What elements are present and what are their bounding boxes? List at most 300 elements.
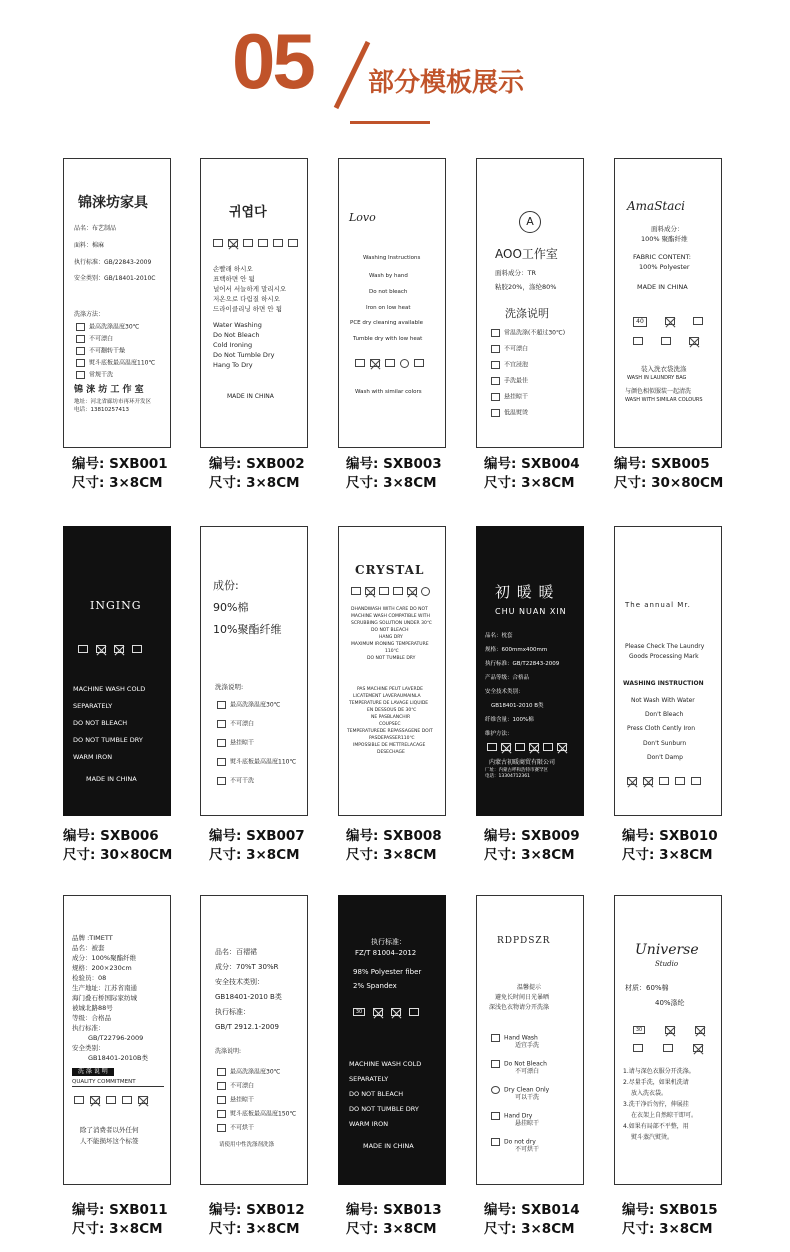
label-card-sxb007[interactable] [200, 526, 308, 816]
label-line: Don't Sunburn [643, 740, 687, 747]
label-brand: 初 暖 暖 [495, 583, 555, 601]
label-line: 2% Spandex [353, 982, 397, 990]
care-row: 常温洗涤(不超过30℃) [491, 329, 565, 337]
label-line: Wash with similar colors [355, 389, 422, 395]
origin: MADE IN CHINA [363, 1142, 414, 1150]
label-brand: INGING [90, 599, 142, 612]
hand-wash-icon [491, 377, 500, 385]
no-bleach-icon [217, 1082, 226, 1090]
hang-icon [273, 239, 283, 247]
label-line: NE PASBLANCHIR [371, 715, 411, 720]
umbrella-icon [691, 777, 701, 785]
label-line: TEMPERATUREDE REPASSAGENE DOIT [347, 729, 433, 734]
label-line: 저온으로 다림질 하시오 [213, 295, 280, 303]
label-line: Please Check The Laundry [625, 643, 705, 650]
iron-icon [132, 645, 142, 653]
label-card-sxb012[interactable] [200, 895, 308, 1185]
label-size: 尺寸: 30×80CM [614, 475, 724, 491]
care-row: 悬挂晾干 [515, 1120, 540, 1127]
iron-icon [76, 359, 85, 367]
care-icons-row1 [633, 1026, 705, 1034]
label-card-sxb014[interactable] [476, 895, 584, 1185]
hang-icon [515, 743, 525, 751]
label-line: IMPOSSIBLE DE METTRELACAGE [353, 743, 426, 748]
no-bleach-icon [501, 743, 511, 751]
label-size: 尺寸: 3×8CM [346, 847, 437, 863]
label-line: 드라이클리닝 하면 안 됨 [213, 305, 282, 313]
care-row: 熨斗底板最高温度110℃ [76, 359, 155, 367]
label-code: 编号: SXB006 [63, 828, 159, 844]
care-icons [74, 1096, 148, 1104]
label-line: DO NOT TUMBLE DRY [73, 736, 143, 744]
sun-icon [675, 777, 685, 785]
label-line: COUPSEC [379, 722, 401, 727]
wash-icon [355, 359, 365, 367]
label-code: 编号: SXB015 [622, 1202, 718, 1218]
no-tumble-icon [114, 645, 124, 653]
footer-line: 电话：13810257413 [74, 407, 129, 413]
label-line: 纤维含量：100%棉 [485, 717, 534, 723]
label-line: 品名：布艺制品 [74, 225, 117, 232]
origin: MADE IN CHINA [227, 393, 274, 400]
label-line: 避免长时间日光暴晒 [495, 994, 550, 1001]
hang-dry-icon [217, 1096, 226, 1104]
label-line: 成分：100%聚酯纤维 [72, 954, 137, 962]
label-brand: Universe [635, 942, 699, 958]
label-line: 等级：合格品 [72, 1014, 111, 1022]
footer-line: 除了消费者以外任何 [80, 1126, 139, 1134]
iron-icon [409, 1008, 419, 1016]
dry-clean-icon [421, 587, 430, 596]
company-address: 厂址：内蒙古呼和浩特市赛罕区 [485, 768, 548, 773]
wash-30-icon [217, 701, 226, 709]
no-bleach-icon [643, 777, 653, 785]
label-line: GB/T 2912.1-2009 [215, 1023, 279, 1031]
label-card-sxb011[interactable] [63, 895, 171, 1185]
label-line: 面料成分： [651, 225, 684, 233]
label-card-sxb005[interactable] [614, 158, 722, 448]
label-line: GB18401-2010 B类 [491, 703, 544, 709]
hang-icon [106, 1096, 116, 1104]
iron-icon [663, 1044, 673, 1052]
label-line: 面料成分：TR [495, 269, 536, 277]
care-icons-row1 [633, 317, 703, 327]
label-size: 尺寸: 3×8CM [346, 1221, 437, 1237]
care-line: Water Washing [213, 321, 262, 329]
label-line: Wash by hand [369, 273, 408, 279]
no-tumble-icon [491, 1138, 500, 1146]
iron-icon [385, 359, 395, 367]
label-line: Press Cloth Cently Iron [627, 725, 696, 732]
care-line: 1.请与深色衣服分开洗涤。 [623, 1068, 695, 1075]
iron-icon [217, 1110, 226, 1118]
label-line: 98% Polyester fiber [353, 968, 422, 976]
section-header [0, 0, 790, 130]
caption-sxb015 [622, 1201, 762, 1239]
care-line: 在衣架上自然晾干即可。 [631, 1112, 698, 1119]
wash-icon [487, 743, 497, 751]
no-dry-clean-icon [138, 1096, 148, 1104]
care-icons [355, 359, 424, 368]
care-title: 洗 涤 说 明 [72, 1068, 114, 1076]
label-code: 编号: SXB013 [346, 1202, 442, 1218]
label-size: 尺寸: 3×8CM [484, 1221, 575, 1237]
label-line: 10%聚酯纤维 [213, 623, 282, 636]
care-row: Dry Clean Only [491, 1086, 549, 1094]
care-line: DO NOT BLEACH [349, 1090, 404, 1098]
label-card-sxb001[interactable] [63, 158, 171, 448]
label-line: 成份: [213, 579, 239, 592]
label-brand: 锦涞坊家具 [78, 195, 148, 211]
label-line: WARM IRON [73, 753, 113, 761]
caption-sxb012 [209, 1201, 349, 1239]
label-code: 编号: SXB010 [622, 828, 718, 844]
label-line: 面料：棉麻 [74, 242, 105, 249]
hang-icon [379, 587, 389, 595]
label-line: 规格：200×230cm [72, 964, 132, 972]
company-phone: 电话：13304712361 [485, 774, 530, 779]
label-size: 尺寸: 3×8CM [209, 847, 300, 863]
label-line: MACHINE WASH COLD [73, 685, 146, 693]
label-line: DO NOT BLEACH [371, 628, 409, 633]
care-row: 不可漂白 [491, 345, 528, 353]
hang-dry-icon [217, 739, 226, 747]
label-line: Goods Processing Mark [629, 653, 699, 660]
no-tumble-icon [391, 1008, 401, 1016]
care-row: 不可漂白 [217, 720, 254, 728]
section-title: 部分模板展示 [368, 68, 525, 98]
label-line: 检验员：08 [72, 974, 107, 982]
label-line: 执行标准：GB/22843-2009 [74, 259, 152, 266]
label-line: Not Wash With Water [631, 697, 695, 704]
care-title: 洗涤说明 [505, 307, 549, 320]
tumble-icon [414, 359, 424, 367]
no-bleach-icon [665, 1026, 675, 1034]
label-line: 规格：600mmx400mm [485, 647, 548, 653]
care-icons [213, 239, 298, 247]
care-row: 最高洗涤温度30℃ [217, 1068, 280, 1076]
label-line: 执行标准：GB/T22843-2009 [485, 661, 560, 667]
tumble-icon [258, 239, 268, 247]
label-line: 손빨래 하시오 [213, 265, 253, 273]
iron-low-icon [491, 409, 500, 417]
label-line: 维护方法： [485, 731, 513, 737]
label-code: 编号: SXB008 [346, 828, 442, 844]
label-line: WASH IN LAUNDRY BAG [627, 375, 687, 381]
no-wash-icon [627, 777, 637, 785]
label-card-sxb002[interactable] [200, 158, 308, 448]
label-line: 安全技术类别： [215, 978, 264, 986]
label-size: 尺寸: 3×8CM [209, 1221, 300, 1237]
no-tumble-icon [217, 1124, 226, 1132]
label-subtitle: Studio [655, 960, 679, 968]
wash-30-icon [76, 323, 85, 331]
care-row: 不可烘干 [515, 1146, 540, 1153]
wash-icon [74, 1096, 84, 1104]
care-row: 可以干洗 [515, 1094, 540, 1101]
care-icons [351, 587, 430, 596]
wash-icon [491, 329, 500, 337]
care-line: SEPARATELY [349, 1075, 389, 1083]
caption-sxb008 [346, 827, 486, 865]
no-bleach-icon [665, 317, 675, 325]
label-line: 品名：被套 [72, 944, 105, 952]
label-card-sxb004[interactable] [476, 158, 584, 448]
caption-sxb005 [614, 455, 754, 493]
care-row: 最高洗涤温度30℃ [76, 323, 139, 331]
care-line: Hang To Dry [213, 361, 253, 369]
caption-sxb003 [346, 455, 486, 493]
footer-title: 锦 涞 坊 工 作 室 [74, 385, 144, 395]
iron-icon [661, 337, 671, 345]
label-line: Don't Bleach [645, 711, 684, 718]
no-bleach-icon [491, 1060, 500, 1068]
label-line: DO NOT BLEACH [73, 719, 128, 727]
footer-line: 地址：河北省廊坊市再环开发区 [74, 399, 152, 405]
no-soak-icon [491, 361, 500, 369]
label-line: GB/T22796-2009 [88, 1034, 144, 1042]
caption-sxb001 [72, 455, 212, 493]
care-icons [487, 743, 567, 751]
label-brand: CRYSTAL [355, 563, 425, 577]
label-size: 尺寸: 30×80CM [63, 847, 173, 863]
label-line: 널어서 서늘하게 말리시오 [213, 285, 287, 293]
no-tumble-icon [529, 743, 539, 751]
no-dry-clean-icon [217, 777, 226, 785]
label-line: 深浅色衣物请分开洗涤 [489, 1004, 550, 1011]
wash-icon [351, 587, 361, 595]
iron-icon [122, 1096, 132, 1104]
section-number: 05 [232, 17, 313, 105]
label-line: FABRIC CONTENT: [633, 253, 691, 261]
footer-line: 人不能损坏这个标签 [80, 1137, 139, 1145]
label-card-sxb003[interactable] [338, 158, 446, 448]
dry-clean-icon [491, 1086, 500, 1094]
care-row: Hand Dry [491, 1112, 532, 1120]
label-size: 尺寸: 3×8CM [346, 475, 437, 491]
care-line: MACHINE WASH COLD [349, 1060, 422, 1068]
label-line: PAS MACHINE PEUT LAVERDE [357, 687, 423, 692]
wash-30-icon: 30 [633, 1026, 645, 1034]
label-line: EN DESSOUS DE 30℃ [367, 708, 417, 713]
care-row: 熨斗底板最高温度110℃ [217, 758, 296, 766]
care-row: 不可漂白 [217, 1082, 254, 1090]
footer-note: 请使用中性洗涤剂洗涤 [219, 1142, 275, 1148]
label-line: 执行标准： [215, 1008, 250, 1016]
label-line: SCRUBBING SOLUTION UNDER 30℃ [351, 621, 432, 626]
shirt-icon [491, 1112, 500, 1120]
no-dry-clean-icon [693, 1044, 703, 1052]
caption-sxb013 [346, 1201, 486, 1239]
care-row: Do not dry [491, 1138, 536, 1146]
hang-dry-icon [693, 317, 703, 325]
label-line: 粘胶20%，涤纶80% [495, 283, 557, 291]
caption-sxb011 [72, 1201, 212, 1239]
hand-wash-icon [491, 1034, 500, 1042]
no-bleach-icon [491, 345, 500, 353]
care-row: 不可翻转干燥 [76, 347, 125, 355]
care-row: 常规干洗 [76, 371, 113, 379]
label-line: DESECHAGE [377, 750, 405, 755]
label-line: Do not bleach [369, 289, 408, 295]
no-bleach-icon [228, 239, 238, 247]
care-row: 不可漂白 [515, 1068, 540, 1075]
care-line: DO NOT TUMBLE DRY [349, 1105, 419, 1113]
care-line: Do Not Tumble Dry [213, 351, 275, 359]
care-row: 不可烘干 [217, 1124, 254, 1132]
caption-sxb014 [484, 1201, 624, 1239]
care-row: Hand Wash [491, 1034, 538, 1042]
no-tumble-icon [695, 1026, 705, 1034]
hang-dry-icon [633, 1044, 643, 1052]
label-card-sxb008[interactable] [338, 526, 446, 816]
origin: MADE IN CHINA [86, 775, 137, 783]
care-row: 不可干洗 [217, 777, 254, 785]
label-line: 安全技术类别： [485, 689, 524, 695]
care-icons [353, 1008, 419, 1016]
no-bleach-icon [365, 587, 375, 595]
care-row: 最高洗涤温度30℃ [217, 701, 280, 709]
label-code: 编号: SXB002 [209, 456, 305, 472]
no-bleach-icon [373, 1008, 383, 1016]
label-line: WASHING INSTRUCTION [623, 680, 704, 687]
label-code: 编号: SXB012 [209, 1202, 305, 1218]
care-line: 3.洗干净后勿拧，伸展挂 [623, 1101, 689, 1108]
label-line: 40%涤纶 [655, 999, 685, 1007]
care-line: 2.尽量手洗，如果机洗请 [623, 1079, 689, 1086]
care-row: 悬挂晾干 [491, 393, 528, 401]
label-line: 品名：枕套 [485, 633, 513, 639]
label-line: 生产地址：江苏省南通 [72, 984, 137, 992]
iron-icon [243, 239, 253, 247]
label-line: 海门叠石桥国际家纺城 [72, 994, 137, 1002]
care-row: 悬挂晾干 [217, 739, 254, 747]
label-brand: AmaStaci [627, 199, 685, 213]
label-code: 编号: SXB003 [346, 456, 442, 472]
dry-clean-icon [400, 359, 409, 368]
label-line: Iron on low heat [366, 305, 411, 311]
caption-sxb010 [622, 827, 762, 865]
label-code: 编号: SXB004 [484, 456, 580, 472]
label-code: 编号: SXB007 [209, 828, 305, 844]
label-card-sxb010[interactable] [614, 526, 722, 816]
label-line: DHANDWASH WITH CARE DO NOT [351, 607, 428, 612]
no-bleach-icon [96, 645, 106, 653]
no-dry-clean-icon [689, 337, 699, 345]
label-brand: The annual Mr. [625, 601, 691, 609]
label-line: 品牌 :TIMETT [72, 934, 113, 942]
wash-30-icon: 30 [353, 1008, 365, 1016]
care-row: 适宜手洗 [515, 1042, 540, 1049]
no-dry-clean-icon [557, 743, 567, 751]
label-line: GB18401-2010 B类 [215, 993, 282, 1001]
label-code: 编号: SXB009 [484, 828, 580, 844]
care-line: 4.如果有局部不平整，用 [623, 1123, 689, 1130]
no-tumble-icon [407, 587, 417, 595]
label-card-sxb006[interactable] [63, 526, 171, 816]
label-line: 产品等级：合格品 [485, 675, 530, 681]
care-line: 熨斗蒸汽熨烫。 [631, 1134, 674, 1141]
label-line: 品名：百褶裙 [215, 948, 257, 956]
label-line: GB18401-2010B类 [88, 1054, 149, 1062]
care-line: Do Not Bleach [213, 331, 260, 339]
label-size: 尺寸: 3×8CM [484, 475, 575, 491]
label-size: 尺寸: 3×8CM [622, 847, 713, 863]
wash-30-icon [217, 1068, 226, 1076]
dry-clean-icon [76, 371, 85, 379]
caption-sxb004 [484, 455, 624, 493]
wash-icon [213, 239, 223, 247]
label-line: 安全类别： [72, 1044, 105, 1052]
label-line: PASDEPASSER110℃ [369, 736, 415, 741]
label-line: LICATEMENT LAVERAUMAINLA [353, 694, 421, 699]
label-line: 温馨提示 [517, 984, 542, 991]
no-bleach-icon [217, 720, 226, 728]
label-line: WASH WITH SIMILAR COLOURS [625, 397, 703, 403]
no-bleach-icon [90, 1096, 100, 1104]
label-line: 安全类别：GB/18401-2010C [74, 275, 156, 282]
care-row: 手洗最佳 [491, 377, 528, 385]
label-card-sxb009[interactable] [476, 526, 584, 816]
label-line: 材质：60%棉 [625, 984, 669, 992]
iron-icon [659, 777, 669, 785]
care-line: Cold Ironing [213, 341, 253, 349]
label-line: 与颜色相似服装一起清洗 [625, 388, 692, 395]
label-line: 被城北路88号 [72, 1004, 113, 1012]
label-code: 编号: SXB014 [484, 1202, 580, 1218]
caption-sxb007 [209, 827, 349, 865]
care-title: 洗涤说明: [215, 1048, 242, 1055]
label-size: 尺寸: 3×8CM [72, 1221, 163, 1237]
label-code: 编号: SXB005 [614, 456, 710, 472]
care-row: Do Not Bleach [491, 1060, 547, 1068]
company-name: 内蒙古初暖商贸有限公司 [489, 759, 556, 766]
label-line: 110℃ [385, 649, 399, 654]
label-code: 编号: SXB011 [72, 1202, 168, 1218]
caption-sxb009 [484, 827, 624, 865]
care-title: 洗涤方法： [74, 311, 105, 318]
label-size: 尺寸: 3×8CM [72, 475, 163, 491]
care-icons [627, 777, 701, 785]
label-line: Tumble dry with low heat [353, 336, 423, 342]
label-line: PCE dry cleaning available [350, 320, 424, 326]
label-line: Don't Damp [647, 754, 683, 761]
label-brand: AOO工作室 [495, 247, 558, 261]
label-line: 100% Polyester [639, 263, 690, 271]
care-icons-row2 [633, 1044, 703, 1052]
label-size: 尺寸: 3×8CM [209, 475, 300, 491]
label-line: 100% 聚酯纤维 [641, 235, 688, 243]
no-bleach-icon [76, 335, 85, 343]
wash-40-icon: 40 [633, 317, 647, 327]
label-line: 执行标准： [72, 1024, 105, 1032]
iron-icon [393, 587, 403, 595]
care-subtitle: QUALITY COMMITMENT [72, 1079, 164, 1087]
no-bleach-icon [370, 359, 380, 367]
label-card-sxb015[interactable] [614, 895, 722, 1185]
label-brand: RDPDSZR [497, 936, 551, 946]
label-line: 执行标准： [371, 938, 406, 946]
label-line: 90%棉 [213, 601, 249, 614]
care-row: 不宜浸泡 [491, 361, 528, 369]
care-icons [78, 645, 142, 653]
caption-sxb006 [63, 827, 203, 865]
label-line: HANG DRY [379, 635, 403, 640]
label-line: MACHINE WASH COMPATIBLE WITH [351, 614, 430, 619]
label-card-sxb013[interactable] [338, 895, 446, 1185]
label-line: MAXIMUM IRONING TEMPERATURE [351, 642, 429, 647]
care-row: 悬挂晾干 [217, 1096, 254, 1104]
